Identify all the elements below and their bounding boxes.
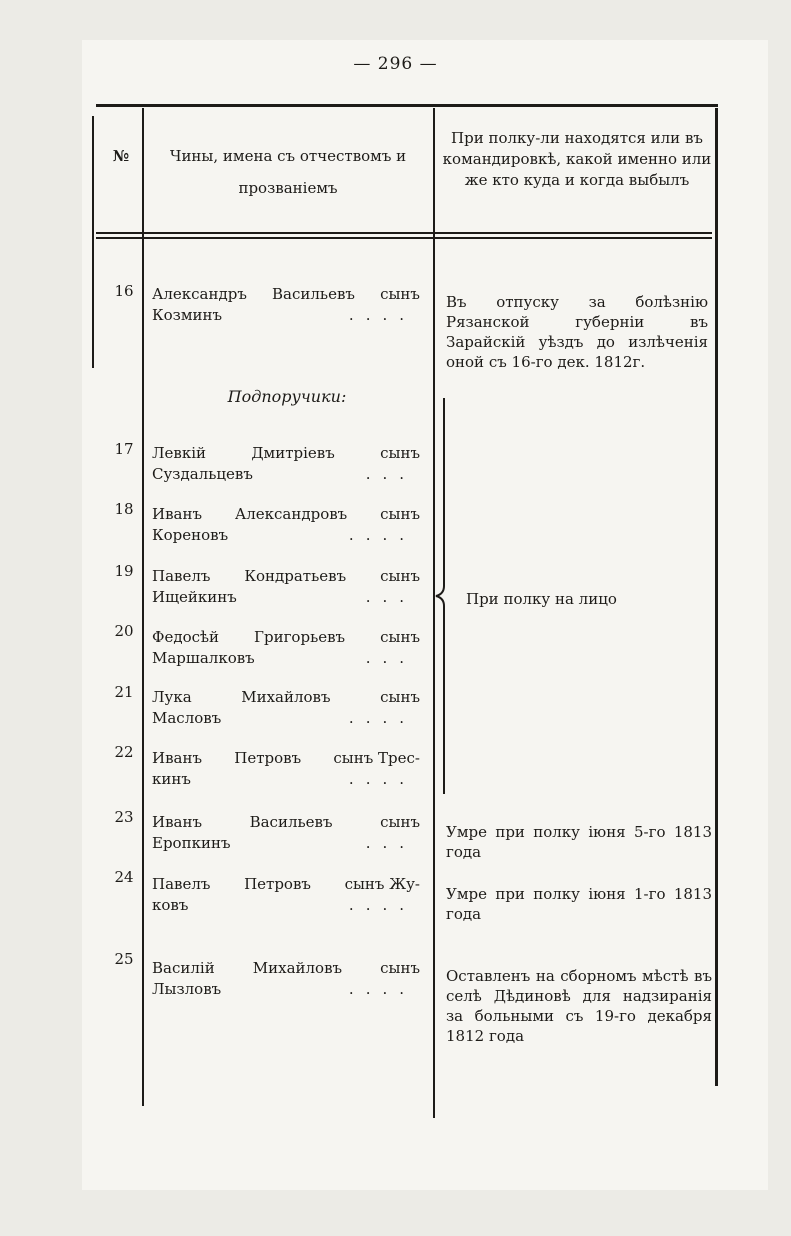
row-name: Лука Михайловъ сынъ Масловъ .... <box>152 688 420 727</box>
row-number: 23 <box>114 808 134 826</box>
header-status: При полку-ли находятся или въ командировкѣ, какой именно или же кто куда и когда выбылъ <box>442 129 712 189</box>
row-name: Павелъ Петровъ сынъ Жу- ковъ .... <box>152 875 420 914</box>
header-bottom-rule-2 <box>96 237 712 239</box>
row-number: 18 <box>114 500 134 518</box>
row-name: Иванъ Александровъ сынъ Кореновъ .... <box>152 505 420 544</box>
section-label: Подпоручики: <box>227 387 347 406</box>
row-name: Федосѣй Григорьевъ сынъ Маршалковъ ... <box>152 628 420 667</box>
row-number: 20 <box>114 622 134 640</box>
header-bottom-rule <box>96 232 712 234</box>
row-name: Александръ Васильевъ сынъ Козминъ .... <box>152 285 420 324</box>
row-note: Въ отпуску за болѣзнiю Рязанской губернiи въ Зарайскiй уѣздъ до излѣченiя оной съ 16-го дек. 1812г. <box>446 293 708 371</box>
table-top-rule <box>96 104 718 107</box>
group-note: При полку на лицо <box>466 590 617 608</box>
row-name: Иванъ Васильевъ сынъ Еропкинъ ... <box>152 813 420 852</box>
row-number: 21 <box>114 683 134 701</box>
row-note: Оставленъ на сборномъ мѣстѣ въ селѣ Дѣдиновѣ для надзиранiя за больными съ 19-го декабря 1812 года <box>446 967 712 1045</box>
row-name: Василiй Михайловъ сынъ Лызловъ .... <box>152 959 420 998</box>
row-number: 16 <box>114 282 134 300</box>
page-number: — 296 — <box>353 54 438 74</box>
table-left-border <box>92 116 94 368</box>
row-number: 24 <box>114 868 134 886</box>
curly-brace-icon <box>432 398 446 794</box>
row-name: Левкiй Дмитрiевъ сынъ Суздальцевъ ... <box>152 444 420 483</box>
row-number: 22 <box>114 743 134 761</box>
row-number: 25 <box>114 950 134 968</box>
row-note: Умре при полку iюня 1-го 1813 года <box>446 885 712 923</box>
header-number: № <box>112 147 130 165</box>
header-name: Чины, имена съ отчествомъ и прозванiемъ <box>169 147 407 197</box>
row-number: 19 <box>114 562 134 580</box>
table-right-border <box>715 108 718 1086</box>
column-divider-1 <box>142 108 144 1106</box>
row-note: Умре при полку iюня 5-го 1813 года <box>446 823 712 861</box>
row-number: 17 <box>114 440 134 458</box>
row-name: Иванъ Петровъ сынъ Трес- кинъ .... <box>152 749 420 788</box>
row-name: Павелъ Кондратьевъ сынъ Ищейкинъ ... <box>152 567 420 606</box>
